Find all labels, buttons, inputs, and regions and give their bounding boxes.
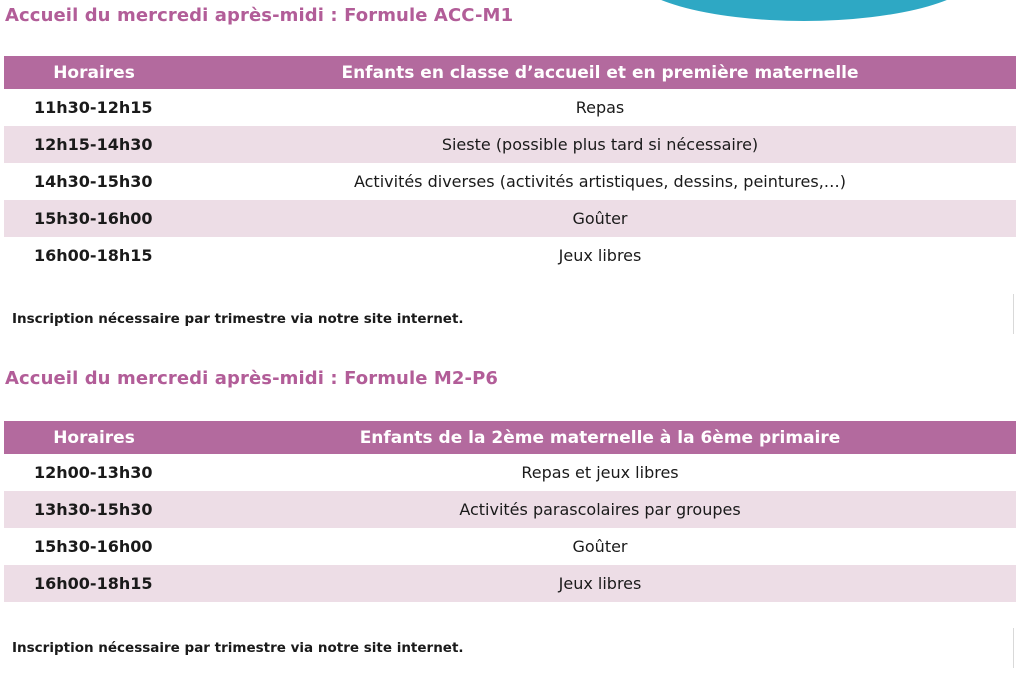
header-enfants: Enfants de la 2ème maternelle à la 6ème primaire bbox=[184, 421, 1016, 454]
row-activity: Goûter bbox=[184, 200, 1016, 237]
row-activity: Activités diverses (activités artistiques, dessins, peintures,…) bbox=[353, 172, 847, 191]
registration-note-m2-p6: Inscription nécessaire par trimestre via notre site internet. bbox=[12, 640, 464, 656]
schedule-table-acc-m1 bbox=[4, 56, 1016, 274]
table-row bbox=[4, 454, 1016, 491]
row-activity: Activités parascolaires par groupes bbox=[184, 491, 1016, 528]
row-activity: Jeux libres bbox=[184, 565, 1016, 602]
row-activity: Goûter bbox=[572, 537, 628, 556]
table-row bbox=[4, 491, 1016, 528]
row-time: 13h30-15h30 bbox=[4, 491, 184, 528]
row-time: 11h30-12h15 bbox=[34, 98, 153, 117]
header-horaires: Horaires bbox=[4, 421, 184, 454]
table-row bbox=[4, 237, 1016, 274]
decorative-blue-shape bbox=[628, 0, 980, 21]
table-row bbox=[4, 163, 1016, 200]
row-activity: Repas bbox=[575, 98, 625, 117]
section-title-acc-m1: Accueil du mercredi après-midi : Formule ACC-M1 bbox=[5, 5, 514, 26]
table-header-row bbox=[4, 56, 1016, 89]
row-time: 12h15-14h30 bbox=[4, 126, 184, 163]
header-horaires: Horaires bbox=[4, 56, 184, 89]
row-activity: Repas et jeux libres bbox=[521, 463, 679, 482]
table-row bbox=[4, 200, 1016, 237]
registration-note-acc-m1: Inscription nécessaire par trimestre via notre site internet. bbox=[12, 311, 464, 327]
table-row bbox=[4, 126, 1016, 163]
table-row bbox=[4, 565, 1016, 602]
table-row bbox=[4, 528, 1016, 565]
divider-line bbox=[1013, 628, 1014, 668]
row-time: 15h30-16h00 bbox=[34, 537, 153, 556]
row-time: 12h00-13h30 bbox=[34, 463, 153, 482]
divider-line bbox=[1013, 294, 1014, 334]
schedule-table-m2-p6 bbox=[4, 421, 1016, 602]
row-time: 14h30-15h30 bbox=[34, 172, 153, 191]
row-time: 15h30-16h00 bbox=[4, 200, 184, 237]
row-time: 16h00-18h15 bbox=[4, 565, 184, 602]
header-enfants: Enfants en classe d’accueil et en première maternelle bbox=[184, 56, 1016, 89]
table-row bbox=[4, 89, 1016, 126]
section-title-m2-p6: Accueil du mercredi après-midi : Formule M2-P6 bbox=[5, 368, 499, 389]
row-time: 16h00-18h15 bbox=[34, 246, 153, 265]
table-header-row bbox=[4, 421, 1016, 454]
row-activity: Sieste (possible plus tard si nécessaire) bbox=[184, 126, 1016, 163]
row-activity: Jeux libres bbox=[558, 246, 642, 265]
